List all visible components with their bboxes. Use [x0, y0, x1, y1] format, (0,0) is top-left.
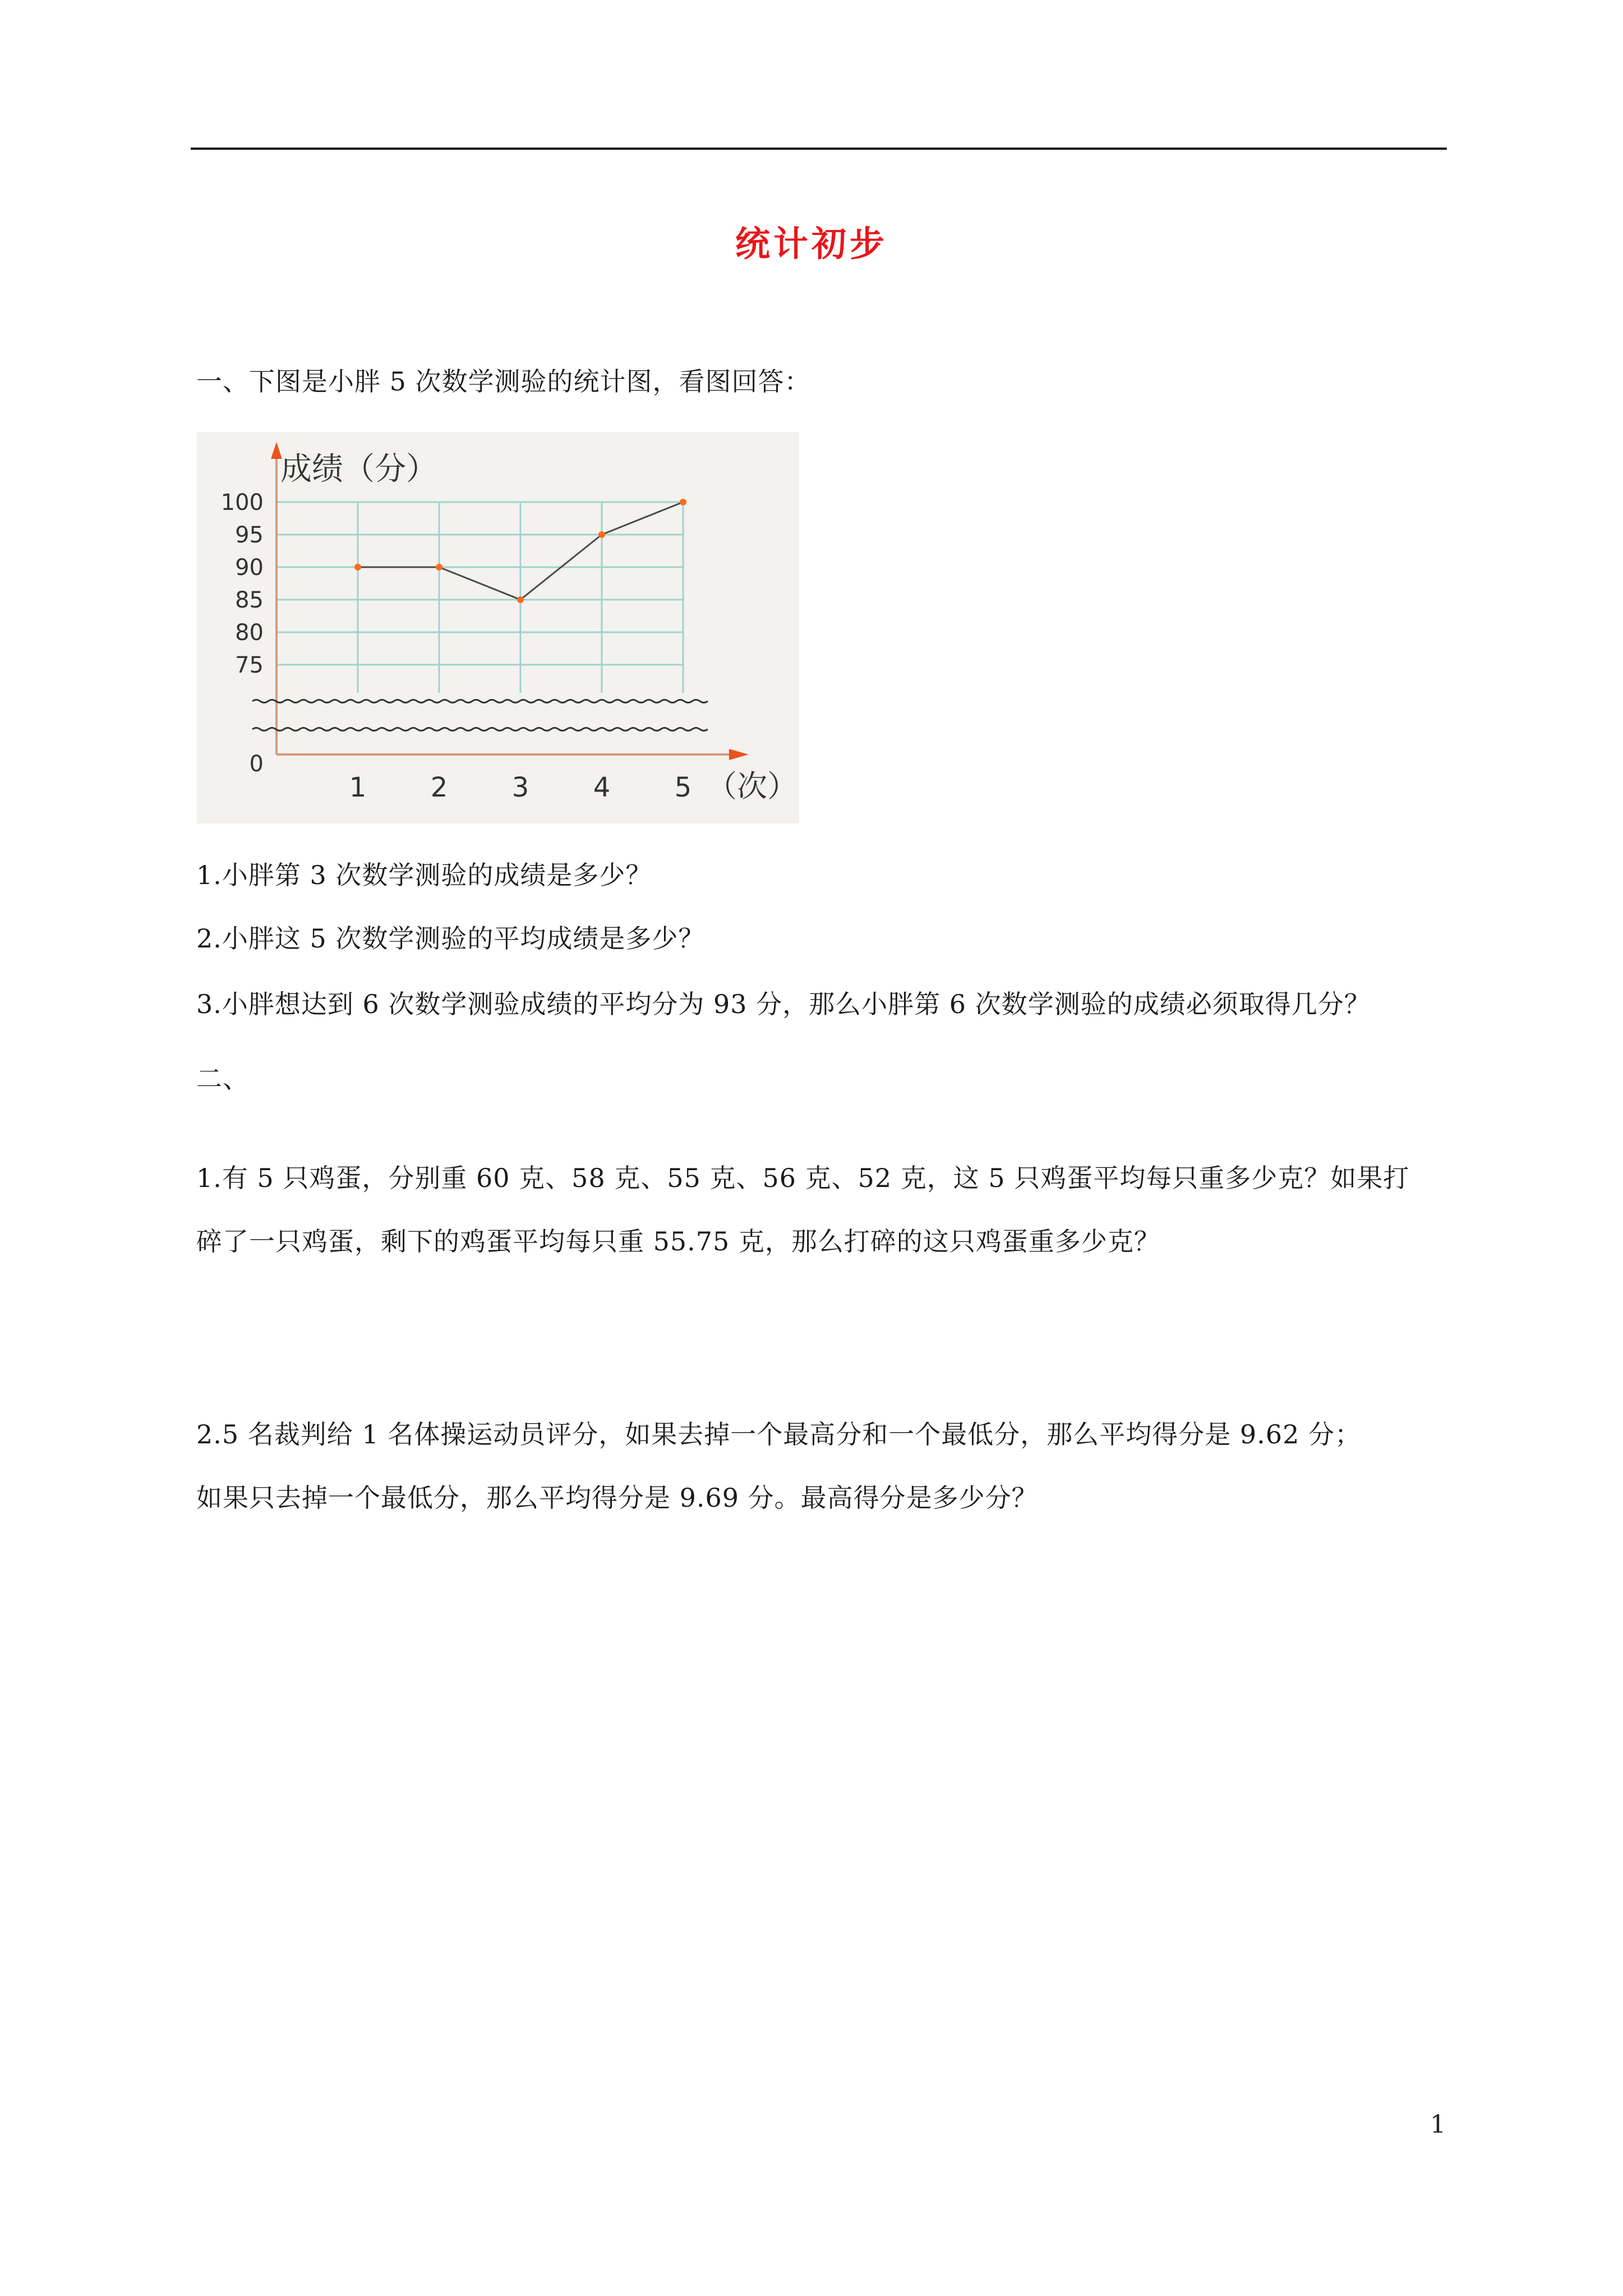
x-tick-labels	[349, 772, 692, 803]
section1-heading: 一、下图是小胖 5 次数学测验的统计图，看图回答：	[196, 366, 811, 397]
data-point-4	[598, 531, 605, 538]
y-tick-label: 80	[235, 620, 264, 646]
y-tick-labels	[221, 490, 264, 777]
axis-break-line-upper	[252, 700, 708, 703]
chart-svg	[196, 432, 799, 823]
header-rule	[191, 148, 1447, 150]
y-axis-label: 成绩（分）	[280, 451, 437, 487]
y-tick-label: 75	[235, 652, 264, 678]
x-tick-label: 1	[349, 772, 367, 803]
y-tick-label: 85	[235, 587, 264, 613]
y-tick-label: 0	[249, 751, 264, 777]
question-2-1-line1: 1.有 5 只鸡蛋，分别重 60 克、58 克、55 克、56 克、52 克，这 5 只鸡蛋平均每只重多少克？如果打	[196, 1163, 1410, 1193]
x-tick-label: 3	[511, 772, 529, 803]
x-tick-label: 2	[430, 772, 448, 803]
data-point-1	[354, 564, 361, 570]
question-2-1-line2: 碎了一只鸡蛋，剩下的鸡蛋平均每只重 55.75 克，那么打碎的这只鸡蛋重多少克？	[196, 1226, 1160, 1257]
data-point-2	[436, 564, 442, 570]
x-tick-label: 4	[593, 772, 611, 803]
question-2-2-line1: 2.5 名裁判给 1 名体操运动员评分，如果去掉一个最高分和一个最低分，那么平均得分是 9.62 分；	[196, 1419, 1361, 1450]
data-point-5	[680, 499, 686, 505]
question-1-1: 1.小胖第 3 次数学测验的成绩是多少？	[196, 860, 652, 890]
y-tick-label: 95	[235, 522, 264, 548]
page-number: 1	[1430, 2110, 1446, 2139]
y-tick-label: 100	[220, 490, 264, 516]
question-1-2: 2.小胖这 5 次数学测验的平均成绩是多少？	[196, 923, 705, 954]
axis-break-line-lower	[252, 728, 708, 731]
page-title: 统计初步	[735, 223, 888, 264]
score-line-chart	[196, 432, 799, 823]
question-1-3: 3.小胖想达到 6 次数学测验成绩的平均分为 93 分，那么小胖第 6 次数学测验的成绩必须取得几分？	[196, 989, 1371, 1019]
x-tick-label: 5	[674, 772, 692, 803]
x-axis-label: （次）	[707, 769, 797, 804]
x-axis-arrow	[729, 749, 749, 760]
data-point-3	[517, 596, 524, 603]
y-tick-label: 90	[235, 555, 264, 581]
question-2-2-line2: 如果只去掉一个最低分，那么平均得分是 9.69 分。最高得分是多少分？	[196, 1483, 1038, 1513]
section2-heading: 二、	[196, 1064, 249, 1094]
